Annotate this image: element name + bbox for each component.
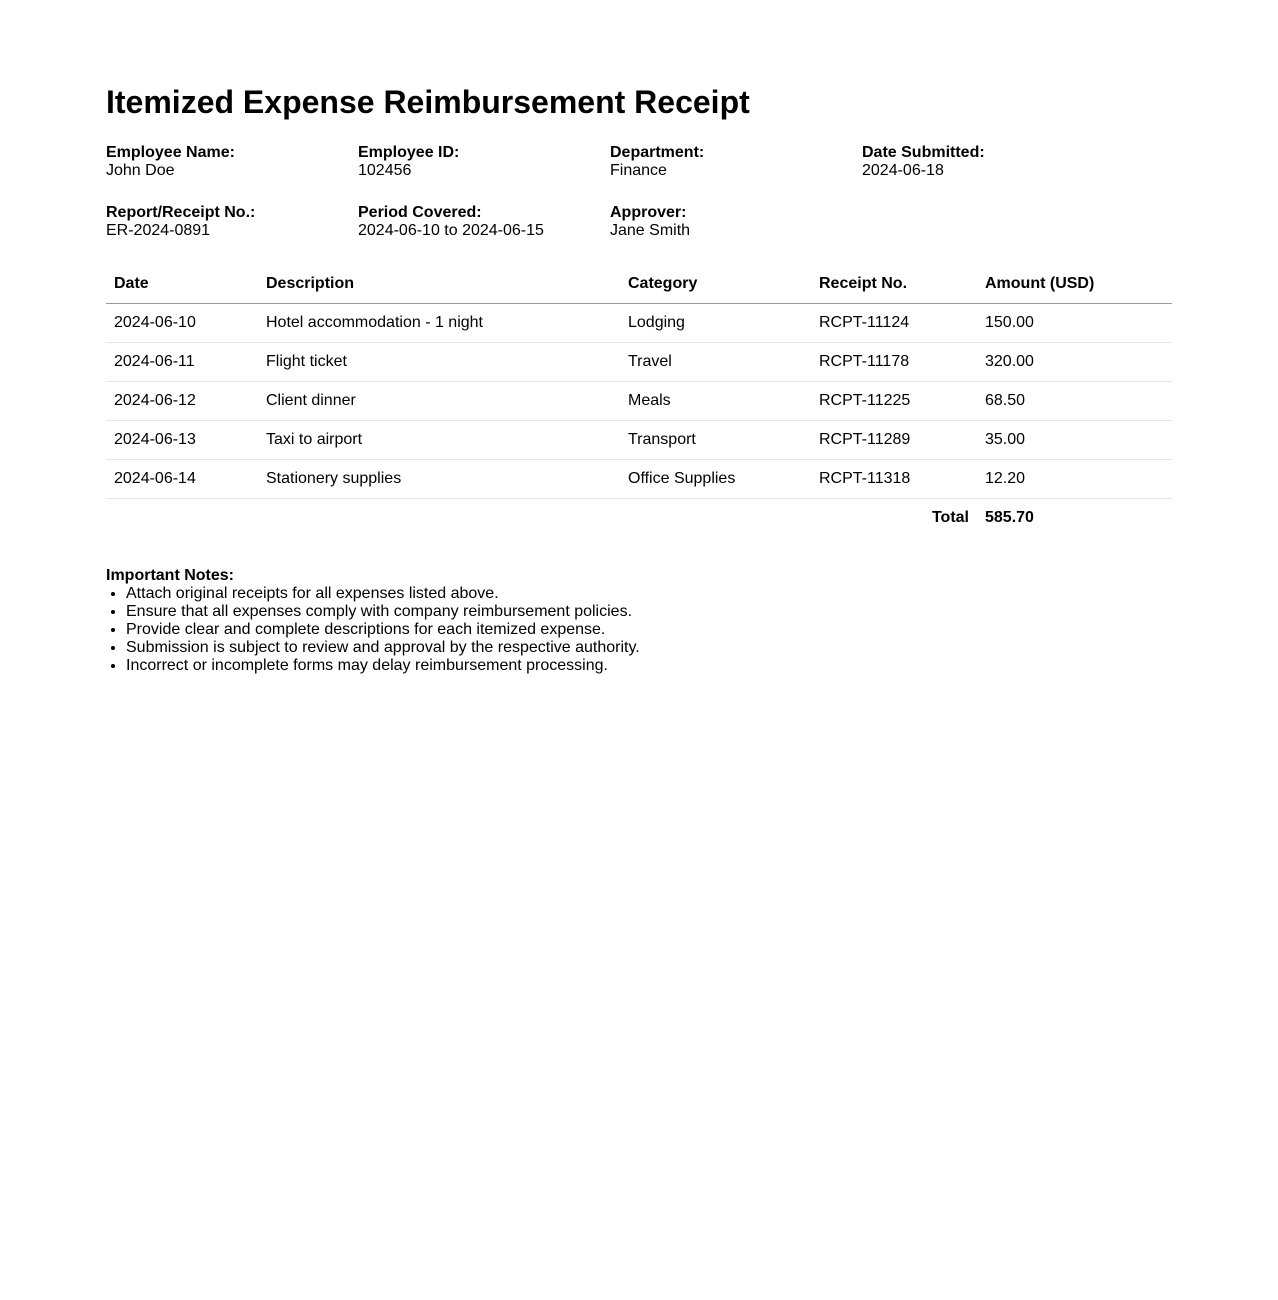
cell-receipt-no: RCPT-11318 [811, 460, 977, 499]
cell-date: 2024-06-11 [106, 343, 258, 382]
date-submitted-value: 2024-06-18 [862, 162, 944, 179]
cell-description: Hotel accommodation - 1 night [258, 304, 620, 343]
cell-date: 2024-06-12 [106, 382, 258, 421]
list-item: • Submission is subject to review and approval by the respective authority. [126, 639, 640, 657]
cell-receipt-no: RCPT-11178 [811, 343, 977, 382]
cell-category: Office Supplies [620, 460, 811, 499]
expense-table [106, 264, 1172, 537]
department-label: Department: [610, 144, 705, 161]
table-header-row [106, 264, 1172, 304]
cell-category: Meals [620, 382, 811, 421]
notes-title: Important Notes: [106, 567, 234, 584]
cell-receipt-no: RCPT-11289 [811, 421, 977, 460]
table-row [106, 343, 1172, 382]
table-row [106, 460, 1172, 499]
department-value: Finance [610, 162, 667, 179]
table-row [106, 382, 1172, 421]
page-title: Itemized Expense Reimbursement Receipt [106, 84, 750, 120]
total-value: 585.70 [985, 509, 1034, 526]
total-row [106, 499, 1172, 538]
period-value: 2024-06-10 to 2024-06-15 [358, 222, 544, 239]
cell-description: Taxi to airport [258, 421, 620, 460]
notes-list [106, 585, 640, 675]
important-notes [106, 567, 640, 675]
header-receipt-no: Receipt No. [811, 264, 977, 304]
cell-date: 2024-06-10 [106, 304, 258, 343]
list-item: • Provide clear and complete descriptions for each itemized expense. [126, 621, 640, 639]
employee-name-field [106, 144, 358, 180]
total-label: Total [931, 509, 969, 526]
list-item: • Incorrect or incomplete forms may delay reimbursement processing. [126, 657, 640, 675]
cell-amount: 35.00 [977, 421, 1172, 460]
cell-description: Stationery supplies [258, 460, 620, 499]
list-item: • Attach original receipts for all expenses listed above. [126, 585, 640, 603]
employee-id-label: Employee ID: [358, 144, 460, 161]
report-no-value: ER-2024-0891 [106, 222, 211, 239]
period-label: Period Covered: [358, 204, 482, 221]
cell-receipt-no: RCPT-11124 [811, 304, 977, 343]
cell-description: Client dinner [258, 382, 620, 421]
header-description: Description [258, 264, 620, 304]
employee-name-label: Employee Name: [106, 144, 235, 161]
employee-id-field [358, 144, 610, 180]
employee-id-value: 102456 [358, 162, 412, 179]
cell-date: 2024-06-14 [106, 460, 258, 499]
cell-amount: 68.50 [977, 382, 1172, 421]
cell-category: Travel [620, 343, 811, 382]
period-field [358, 204, 610, 240]
date-submitted-field [862, 144, 1114, 180]
table-row [106, 304, 1172, 343]
approver-field [610, 204, 862, 240]
cell-description: Flight ticket [258, 343, 620, 382]
cell-category: Lodging [620, 304, 811, 343]
cell-category: Transport [620, 421, 811, 460]
meta-row-2 [106, 204, 1114, 240]
header-category: Category [620, 264, 811, 304]
report-no-label: Report/Receipt No.: [106, 204, 256, 221]
cell-receipt-no: RCPT-11225 [811, 382, 977, 421]
cell-amount: 12.20 [977, 460, 1172, 499]
meta-row-1 [106, 144, 1114, 180]
cell-date: 2024-06-13 [106, 421, 258, 460]
header-date: Date [106, 264, 258, 304]
table-row [106, 421, 1172, 460]
approver-value: Jane Smith [610, 222, 691, 239]
cell-amount: 150.00 [977, 304, 1172, 343]
header-amount: Amount (USD) [977, 264, 1172, 304]
employee-name-value: John Doe [106, 162, 175, 179]
department-field [610, 144, 862, 180]
date-submitted-label: Date Submitted: [862, 144, 985, 161]
report-no-field [106, 204, 358, 240]
cell-amount: 320.00 [977, 343, 1172, 382]
approver-label: Approver: [610, 204, 687, 221]
list-item: • Ensure that all expenses comply with company reimbursement policies. [126, 603, 640, 621]
